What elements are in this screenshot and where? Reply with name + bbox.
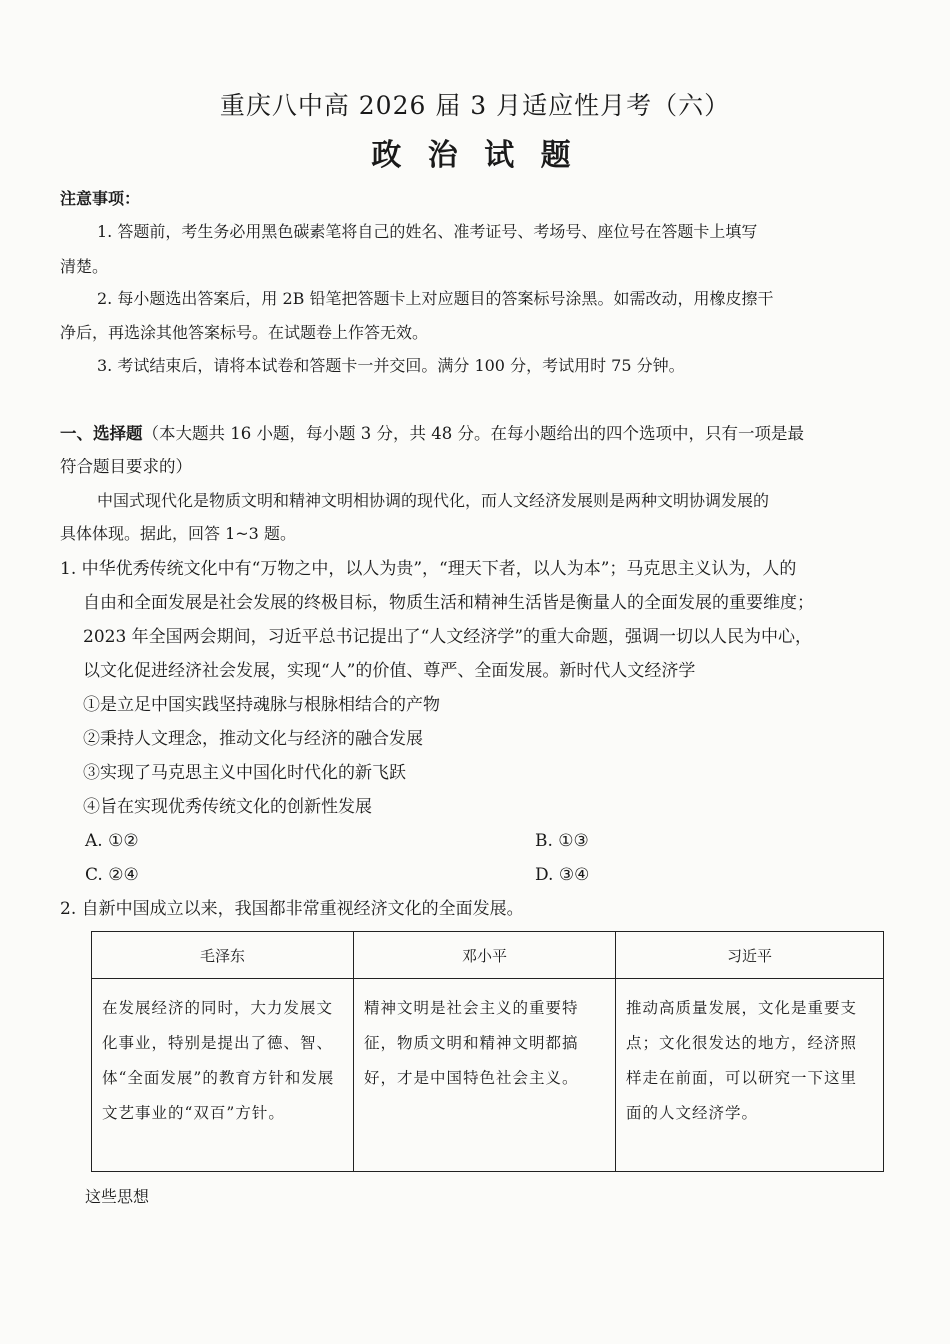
section-desc: （本大题共 16 小题，每小题 3 分，共 48 分。在每小题给出的四个选项中，只有一项是最 bbox=[142, 424, 804, 443]
question-1-stem: 自由和全面发展是社会发展的终极目标，物质生活和精神生活皆是衡量人的全面发展的重要维度； bbox=[83, 593, 814, 613]
leaders-table bbox=[91, 931, 884, 1172]
option-d[interactable]: D. ③④ bbox=[535, 865, 590, 885]
question-1-item: ③实现了马克思主义中国化时代化的新飞跃 bbox=[83, 763, 406, 783]
option-a[interactable]: A. ①② bbox=[85, 831, 139, 851]
intro-text: 具体体现。据此，回答 1~3 题。 bbox=[60, 524, 296, 543]
section-heading: 一、选择题 bbox=[60, 424, 143, 443]
option-b[interactable]: B. ①③ bbox=[535, 831, 589, 851]
table-cell: 精神文明是社会主义的重要特征，物质文明和精神文明都搞好，才是中国特色社会主义。 bbox=[354, 979, 616, 1172]
question-1-item: ④旨在实现优秀传统文化的创新性发展 bbox=[83, 797, 372, 817]
intro-text: 中国式现代化是物质文明和精神文明相协调的现代化，而人文经济发展则是两种文明协调发展的 bbox=[97, 491, 770, 510]
notice-line: 3. 考试结束后，请将本试卷和答题卡一并交回。满分 100 分，考试用时 75 分钟。 bbox=[97, 356, 685, 375]
table-header: 毛泽东 bbox=[92, 932, 354, 979]
notice-line: 2. 每小题选出答案后，用 2B 铅笔把答题卡上对应题目的答案标号涂黑。如需改动，用橡皮擦干 bbox=[97, 289, 774, 308]
section-heading-line bbox=[60, 423, 804, 445]
option-c[interactable]: C. ②④ bbox=[85, 865, 139, 885]
question-1-item: ①是立足中国实践坚持魂脉与根脉相结合的产物 bbox=[83, 695, 440, 715]
table-row bbox=[92, 979, 884, 1172]
question-2-tail: 这些思想 bbox=[85, 1187, 150, 1206]
table-header: 邓小平 bbox=[354, 932, 616, 979]
question-1-item: ②秉持人文理念，推动文化与经济的融合发展 bbox=[83, 729, 423, 749]
question-1-stem: 2023 年全国两会期间，习近平总书记提出了“人文经济学”的重大命题，强调一切以人民为中心， bbox=[83, 627, 813, 647]
subject-title: 政 治 试 题 bbox=[371, 138, 579, 173]
notice-heading: 注意事项： bbox=[60, 189, 141, 208]
question-1-stem: 1. 中华优秀传统文化中有“万物之中，以人为贵”，“理天下者，以人为本”；马克思主义认为，人的 bbox=[60, 559, 797, 579]
table-header-row bbox=[92, 932, 884, 979]
table-header: 习近平 bbox=[616, 932, 884, 979]
table-cell: 推动高质量发展，文化是重要支点；文化很发达的地方，经济照样走在前面，可以研究一下这里面的人文经济学。 bbox=[616, 979, 884, 1172]
question-1-stem: 以文化促进经济社会发展，实现“人”的价值、尊严、全面发展。新时代人文经济学 bbox=[83, 661, 696, 681]
notice-line: 净后，再选涂其他答案标号。在试题卷上作答无效。 bbox=[60, 323, 429, 342]
exam-title: 重庆八中高 2026 届 3 月适应性月考（六） bbox=[219, 91, 731, 120]
notice-line: 清楚。 bbox=[60, 257, 109, 276]
table-cell: 在发展经济的同时，大力发展文化事业，特别是提出了德、智、体“全面发展”的教育方针和发展文艺事业的“双百”方针。 bbox=[92, 979, 354, 1172]
notice-line: 1. 答题前，考生务必用黑色碳素笔将自己的姓名、准考证号、考场号、座位号在答题卡上填写 bbox=[97, 222, 758, 241]
section-desc-cont: 符合题目要求的） bbox=[60, 457, 192, 476]
question-2-stem: 2. 自新中国成立以来，我国都非常重视经济文化的全面发展。 bbox=[60, 899, 524, 919]
